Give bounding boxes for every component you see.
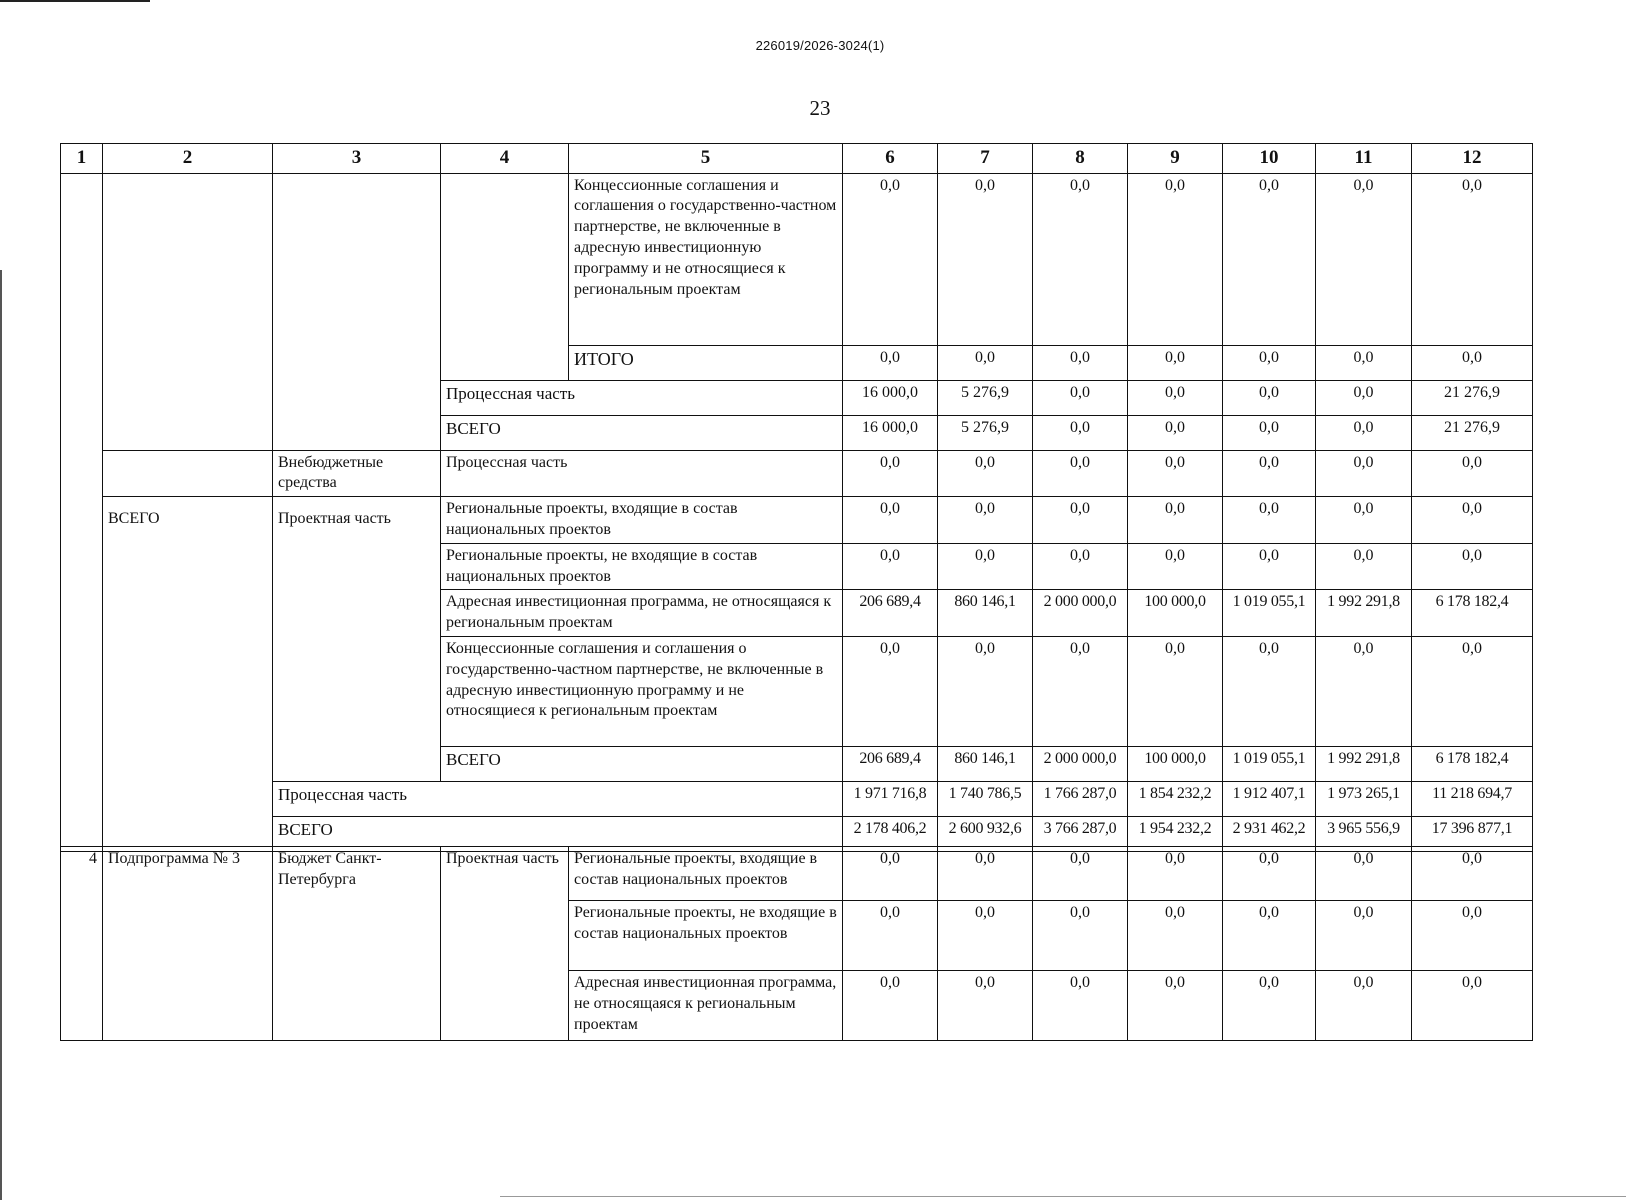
empty-cell [273,173,441,450]
value-cell: 206 689,4 [843,747,938,782]
value-cell: 0,0 [843,543,938,590]
value-cell: 0,0 [1128,173,1223,345]
value-cell: 16 000,0 [843,380,938,415]
value-cell: 0,0 [1412,173,1533,345]
empty-cell [103,450,273,497]
value-cell: 0,0 [1223,415,1316,450]
row-label: Процессная часть [441,450,843,497]
value-cell: 0,0 [1223,173,1316,345]
value-cell: 0,0 [843,450,938,497]
funding-source: Бюджет Санкт-Петербурга [273,847,441,1041]
value-cell: 1 740 786,5 [938,782,1033,817]
value-cell: 0,0 [1128,497,1223,544]
value-cell: 0,0 [1223,380,1316,415]
value-cell: 0,0 [1128,415,1223,450]
value-cell: 860 146,1 [938,590,1033,637]
table-row [61,450,1533,497]
header-cell: 2 [103,144,273,174]
value-cell: 206 689,4 [843,590,938,637]
value-cell: 0,0 [1033,847,1128,901]
index-cell [61,173,103,851]
value-cell: 1 954 232,2 [1128,817,1223,852]
value-cell: 0,0 [1316,543,1412,590]
value-cell: 0,0 [1316,971,1412,1041]
subprogram-3-table [60,846,1533,1041]
header-cell: 8 [1033,144,1128,174]
row-label: ВСЕГО [441,747,843,782]
value-cell: 0,0 [843,901,938,971]
value-cell: 0,0 [1128,971,1223,1041]
value-cell: 2 178 406,2 [843,817,938,852]
scan-edge-bottom [500,1196,1626,1197]
value-cell: 0,0 [1316,901,1412,971]
value-cell: 2 600 932,6 [938,817,1033,852]
empty-cell [441,173,569,380]
value-cell: 0,0 [1033,450,1128,497]
value-cell: 5 276,9 [938,415,1033,450]
row-label: Концессионные соглашения и соглашения о государственно-частном партнерстве, не включенные в адресную инвестиционную программу и не относящиеся к региональным проектам [569,173,843,345]
value-cell: 0,0 [1128,637,1223,747]
value-cell: 0,0 [1412,971,1533,1041]
subprogram-name: Подпрограмма № 3 [103,847,273,1041]
value-cell: 0,0 [938,637,1033,747]
header-cell: 9 [1128,144,1223,174]
value-cell: 0,0 [1412,497,1533,544]
value-cell: 0,0 [1128,380,1223,415]
header-row [61,144,1533,174]
row-label: Внебюджетные средства [273,450,441,497]
value-cell: 0,0 [1223,637,1316,747]
value-cell: 860 146,1 [938,747,1033,782]
value-cell: 3 965 556,9 [1316,817,1412,852]
value-cell: 1 766 287,0 [1033,782,1128,817]
row-label: ВСЕГО [441,415,843,450]
value-cell: 21 276,9 [1412,380,1533,415]
row-label: Адресная инвестиционная программа, не относящаяся к региональным проектам [569,971,843,1041]
value-cell: 0,0 [843,345,938,380]
value-cell: 0,0 [938,497,1033,544]
value-cell: 0,0 [938,345,1033,380]
value-cell: 0,0 [1128,450,1223,497]
value-cell: 1 912 407,1 [1223,782,1316,817]
value-cell: 0,0 [1033,971,1128,1041]
value-cell: 0,0 [843,847,938,901]
value-cell: 1 019 055,1 [1223,747,1316,782]
header-cell: 7 [938,144,1033,174]
row-label: Процессная часть [273,782,843,817]
value-cell: 0,0 [1412,901,1533,971]
value-cell: 0,0 [1128,847,1223,901]
value-cell: 0,0 [1033,380,1128,415]
value-cell: 17 396 877,1 [1412,817,1533,852]
value-cell: 0,0 [1033,543,1128,590]
value-cell: 0,0 [1033,173,1128,345]
row-label: Региональные проекты, не входящие в состав национальных проектов [569,901,843,971]
value-cell: 0,0 [938,543,1033,590]
header-cell: 10 [1223,144,1316,174]
page-number: 23 [809,96,831,120]
value-cell: 100 000,0 [1128,590,1223,637]
row-label: Концессионные соглашения и соглашения о государственно-частном партнерстве, не включенные в адресную инвестиционную программу и не относящиеся к региональным проектам [441,637,843,747]
value-cell: 0,0 [1033,345,1128,380]
value-cell: 5 276,9 [938,380,1033,415]
value-cell: 0,0 [843,173,938,345]
header-cell: 11 [1316,144,1412,174]
value-cell: 0,0 [1223,543,1316,590]
row-label: Адресная инвестиционная программа, не относящаяся к региональным проектам [441,590,843,637]
value-cell: 0,0 [1412,450,1533,497]
value-cell: 0,0 [1128,345,1223,380]
row-label: Региональные проекты, входящие в состав национальных проектов [569,847,843,901]
value-cell: 0,0 [1033,497,1128,544]
value-cell: 100 000,0 [1128,747,1223,782]
value-cell: 0,0 [1316,345,1412,380]
value-cell: 0,0 [1033,415,1128,450]
value-cell: 1 971 716,8 [843,782,938,817]
value-cell: 0,0 [938,173,1033,345]
value-cell: 0,0 [1223,901,1316,971]
row-label: Проектная часть [441,847,569,1041]
header-cell: 5 [569,144,843,174]
value-cell: 0,0 [1412,637,1533,747]
table-row [61,782,1533,817]
header-cell: 6 [843,144,938,174]
value-cell: 1 973 265,1 [1316,782,1412,817]
value-cell: 3 766 287,0 [1033,817,1128,852]
value-cell: 21 276,9 [1412,415,1533,450]
value-cell: 0,0 [843,971,938,1041]
value-cell: 0,0 [1223,497,1316,544]
value-cell: 0,0 [1033,637,1128,747]
row-label: Проектная часть [273,497,441,782]
row-label: Региональные проекты, входящие в состав национальных проектов [441,497,843,544]
value-cell: 6 178 182,4 [1412,590,1533,637]
value-cell: 2 931 462,2 [1223,817,1316,852]
empty-cell [103,173,273,450]
row-index: 4 [61,847,103,1041]
value-cell: 0,0 [1316,380,1412,415]
value-cell: 1 854 232,2 [1128,782,1223,817]
value-cell: 0,0 [1316,173,1412,345]
value-cell: 0,0 [1223,847,1316,901]
value-cell: 0,0 [1316,415,1412,450]
value-cell: 0,0 [1033,901,1128,971]
row-label: ВСЕГО [103,497,273,852]
row-label: Региональные проекты, не входящие в состав национальных проектов [441,543,843,590]
value-cell: 2 000 000,0 [1033,747,1128,782]
table-row [61,847,1533,901]
value-cell: 0,0 [1223,971,1316,1041]
value-cell: 0,0 [1223,345,1316,380]
value-cell: 0,0 [938,901,1033,971]
value-cell: 0,0 [1412,847,1533,901]
value-cell: 0,0 [1128,901,1223,971]
value-cell: 2 000 000,0 [1033,590,1128,637]
value-cell: 0,0 [1316,637,1412,747]
value-cell: 0,0 [1412,345,1533,380]
table-row [61,173,1533,345]
scan-edge-top [0,0,150,2]
value-cell: 0,0 [1223,450,1316,497]
document-id: 226019/2026-3024(1) [755,38,885,53]
value-cell: 0,0 [938,450,1033,497]
value-cell: 16 000,0 [843,415,938,450]
header-cell: 3 [273,144,441,174]
value-cell: 0,0 [1316,847,1412,901]
value-cell: 1 019 055,1 [1223,590,1316,637]
value-cell: 0,0 [938,971,1033,1041]
header-cell: 4 [441,144,569,174]
table-row [61,497,1533,544]
value-cell: 1 992 291,8 [1316,747,1412,782]
value-cell: 11 218 694,7 [1412,782,1533,817]
budget-table [60,143,1533,852]
header-cell: 12 [1412,144,1533,174]
value-cell: 0,0 [1316,450,1412,497]
value-cell: 6 178 182,4 [1412,747,1533,782]
value-cell: 1 992 291,8 [1316,590,1412,637]
value-cell: 0,0 [843,497,938,544]
row-label: ВСЕГО [273,817,843,852]
value-cell: 0,0 [1412,543,1533,590]
header-cell: 1 [61,144,103,174]
value-cell: 0,0 [843,637,938,747]
value-cell: 0,0 [938,847,1033,901]
itogo-label: ИТОГО [569,345,843,380]
value-cell: 0,0 [1316,497,1412,544]
value-cell: 0,0 [1128,543,1223,590]
scan-edge-left [0,270,2,1200]
row-label: Процессная часть [441,380,843,415]
